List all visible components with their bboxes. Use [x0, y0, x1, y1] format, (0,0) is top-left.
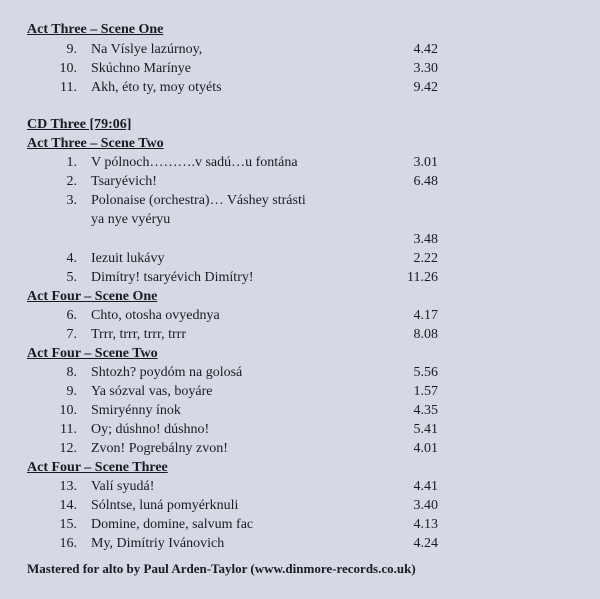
- track-duration: 4.41: [413, 479, 438, 494]
- track-number: 14.: [59, 498, 77, 513]
- track-title: Dimítry! tsaryévich Dimítry!: [91, 270, 254, 285]
- track-title: Na Víslye lazúrnoy,: [91, 42, 203, 57]
- track-number: 3.: [66, 193, 77, 208]
- track-number: 1.: [66, 155, 77, 170]
- track-number: 4.: [66, 251, 77, 266]
- track-title: Smiryénny ínok: [91, 403, 181, 418]
- track-duration: 4.24: [413, 536, 438, 551]
- track-duration: 9.42: [413, 80, 438, 95]
- track-number: 16.: [59, 536, 77, 551]
- track-number: 2.: [66, 174, 77, 189]
- track-title: Trrr, trrr, trrr, trrr: [91, 327, 186, 342]
- track-title: Iezuit lukávy: [91, 251, 165, 266]
- track-duration: 11.26: [407, 270, 438, 285]
- track-title: Shtozh? poydóm na golosá: [91, 365, 243, 380]
- track-title: V pólnoch……….v sadú…u fontána: [91, 155, 298, 170]
- section-heading-act3-scene1: Act Three – Scene One: [27, 22, 164, 37]
- track-title: Ya sózval vas, boyáre: [91, 384, 213, 399]
- track-number: 5.: [66, 270, 77, 285]
- track-title: Zvon! Pogrebálny zvon!: [91, 441, 228, 456]
- track-duration: 4.17: [413, 308, 438, 323]
- track-number: 8.: [66, 365, 77, 380]
- track-title: Sólntse, luná pomyérknuli: [91, 498, 239, 513]
- track-duration: 3.48: [413, 232, 438, 247]
- track-duration: 4.01: [413, 441, 438, 456]
- track-title: Polonaise (orchestra)… Váshey strásti: [91, 193, 306, 208]
- track-number: 6.: [66, 308, 77, 323]
- section-heading-act3-scene2: Act Three – Scene Two: [27, 136, 164, 151]
- track-duration: 3.40: [413, 498, 438, 513]
- track-title: Domine, domine, salvum fac: [91, 517, 254, 532]
- track-duration: 1.57: [413, 384, 438, 399]
- track-title-continuation: ya nye vyéryu: [91, 212, 171, 227]
- track-duration: 3.01: [413, 155, 438, 170]
- track-title: Skúchno Marínye: [91, 61, 191, 76]
- track-duration: 8.08: [413, 327, 438, 342]
- track-duration: 4.35: [413, 403, 438, 418]
- section-heading-act4-scene2: Act Four – Scene Two: [27, 346, 158, 361]
- track-duration: 2.22: [413, 251, 438, 266]
- track-duration: 6.48: [413, 174, 438, 189]
- track-number: 9.: [66, 384, 77, 399]
- track-title: Valí syudá!: [91, 479, 155, 494]
- track-number: 13.: [59, 479, 77, 494]
- track-duration: 4.13: [413, 517, 438, 532]
- track-number: 10.: [59, 403, 77, 418]
- track-number: 7.: [66, 327, 77, 342]
- track-number: 15.: [59, 517, 77, 532]
- track-duration: 4.42: [413, 42, 438, 57]
- track-duration: 5.41: [413, 422, 438, 437]
- track-duration: 5.56: [413, 365, 438, 380]
- track-number: 12.: [59, 441, 77, 456]
- section-heading-act4-scene1: Act Four – Scene One: [27, 289, 158, 304]
- cd-heading: CD Three [79:06]: [27, 117, 132, 132]
- track-number: 10.: [59, 61, 77, 76]
- track-number: 11.: [60, 80, 77, 95]
- track-title: My, Dimítriy Ivánovich: [91, 536, 225, 551]
- track-number: 9.: [66, 42, 77, 57]
- mastering-credit: Mastered for alto by Paul Arden-Taylor (www.dinmore-records.co.uk): [27, 561, 416, 576]
- track-title: Tsaryévich!: [91, 174, 157, 189]
- track-title: Oy; dúshno! dúshno!: [91, 422, 210, 437]
- track-number: 11.: [60, 422, 77, 437]
- track-duration: 3.30: [413, 61, 438, 76]
- track-title: Akh, éto ty, moy otyéts: [91, 80, 222, 95]
- track-title: Chto, otosha ovyednya: [91, 308, 220, 323]
- section-heading-act4-scene3: Act Four – Scene Three: [27, 460, 168, 475]
